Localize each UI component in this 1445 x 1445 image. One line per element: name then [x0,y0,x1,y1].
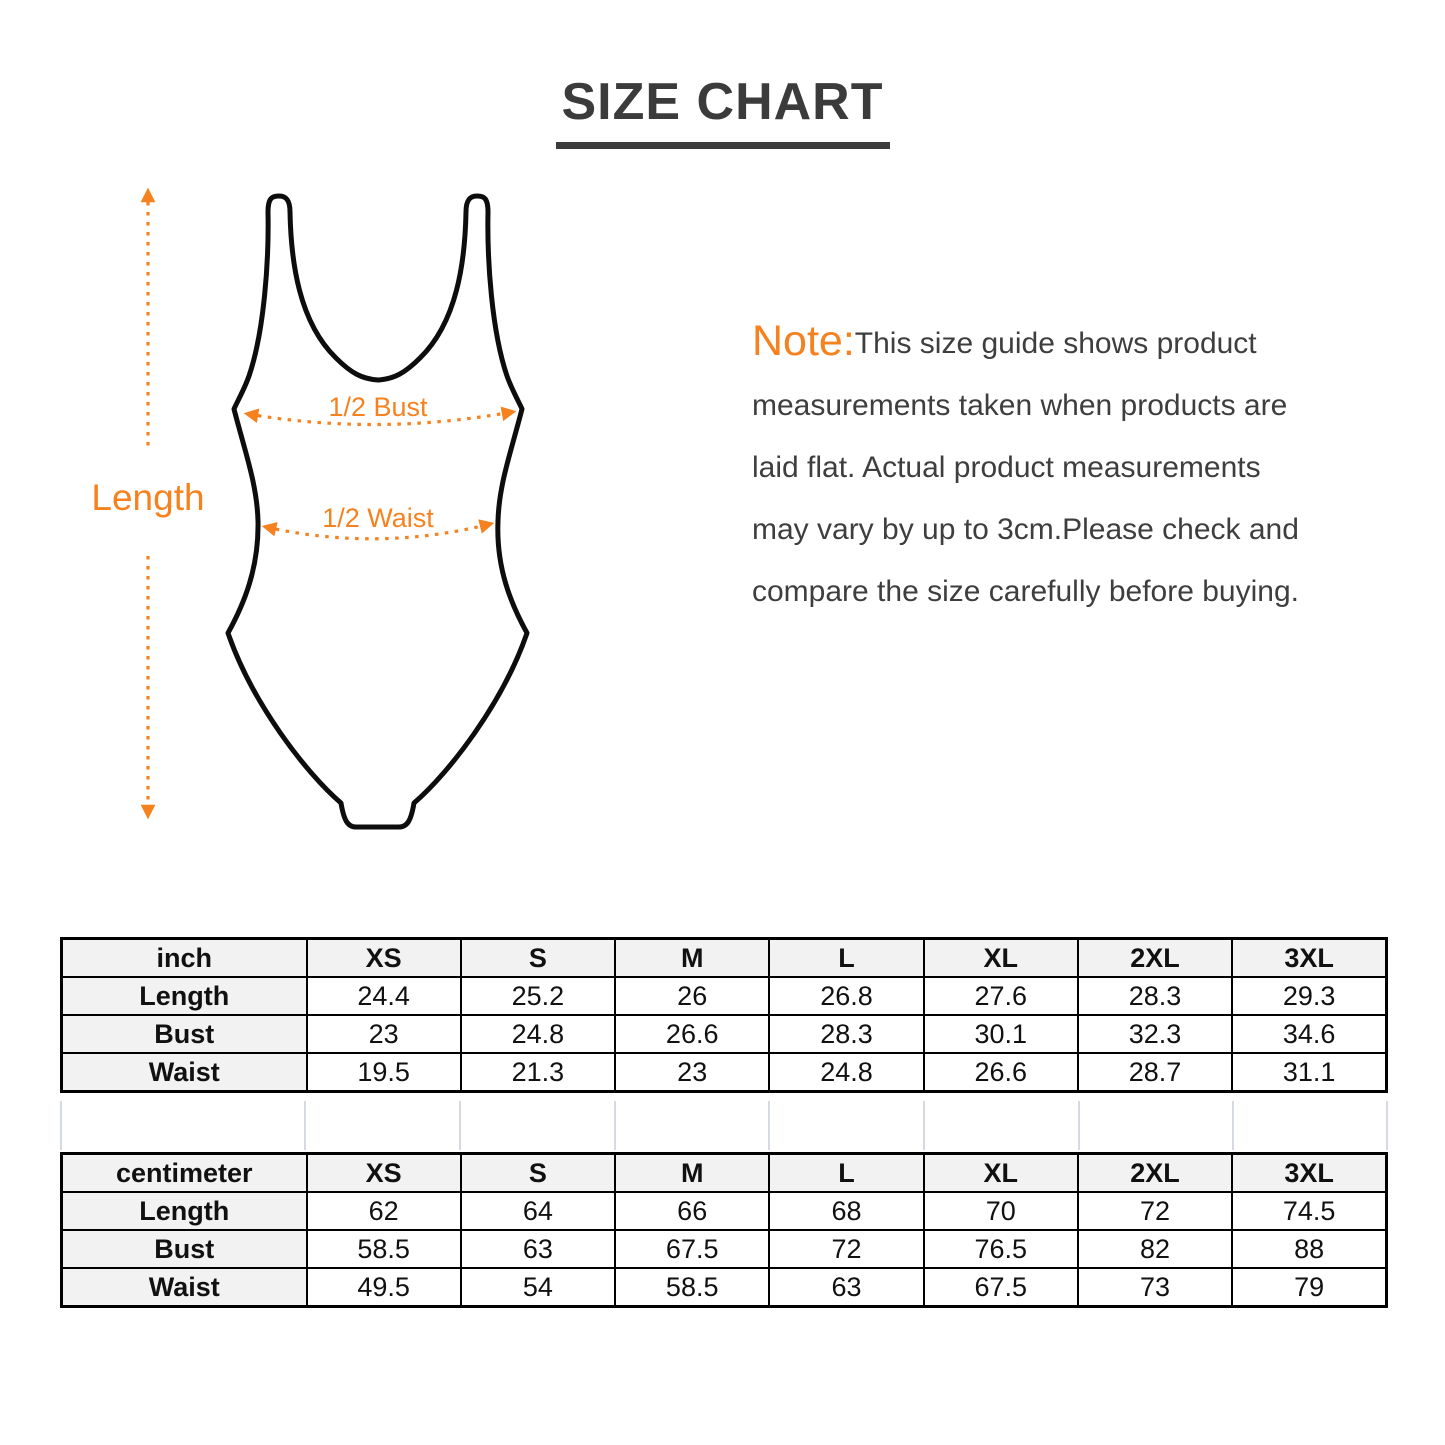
value-cell: 29.3 [1232,977,1386,1015]
value-cell: 30.1 [924,1015,1078,1053]
table-row [62,1268,1387,1307]
value-cell: 27.6 [924,977,1078,1015]
value-cell: 26.6 [924,1053,1078,1092]
size-col-header: XL [924,939,1078,978]
value-cell: 76.5 [924,1230,1078,1268]
table-row [62,1053,1387,1092]
size-col-header: 3XL [1232,1154,1386,1193]
size-col-header: L [769,939,923,978]
value-cell: 19.5 [307,1053,461,1092]
value-cell: 72 [769,1230,923,1268]
row-label-cell: Bust [62,1015,307,1053]
value-cell: 64 [461,1192,615,1230]
value-cell: 66 [615,1192,769,1230]
value-cell: 73 [1078,1268,1232,1307]
table-row [62,977,1387,1015]
value-cell: 24.4 [307,977,461,1015]
value-cell: 28.3 [1078,977,1232,1015]
half-waist-measure-label: 1/2 Waist [322,503,434,533]
value-cell: 32.3 [1078,1015,1232,1053]
value-cell: 82 [1078,1230,1232,1268]
value-cell: 24.8 [769,1053,923,1092]
size-col-header: XS [307,1154,461,1193]
size-col-header: 2XL [1078,939,1232,978]
size-col-header: 3XL [1232,939,1386,978]
row-label-cell: Waist [62,1268,307,1307]
value-cell: 67.5 [615,1230,769,1268]
size-col-header: L [769,1154,923,1193]
table-row [62,1015,1387,1053]
value-cell: 28.7 [1078,1053,1232,1092]
size-col-header: S [461,939,615,978]
table-row [62,1230,1387,1268]
value-cell: 63 [461,1230,615,1268]
row-label-cell: Bust [62,1230,307,1268]
note-line: compare the size carefully before buying. [752,575,1299,608]
page-title: SIZE CHART [556,72,890,149]
unit-header-cell: inch [62,939,307,978]
value-cell: 62 [307,1192,461,1230]
centimeter-size-table [60,1152,1388,1308]
value-cell: 49.5 [307,1268,461,1307]
value-cell: 26.8 [769,977,923,1015]
value-cell: 31.1 [1232,1053,1386,1092]
row-label-cell: Length [62,1192,307,1230]
value-cell: 24.8 [461,1015,615,1053]
note-line: measurements taken when products are [752,389,1288,422]
size-col-header: XL [924,1154,1078,1193]
note-paragraph [752,310,1412,623]
value-cell: 34.6 [1232,1015,1386,1053]
note-label: Note: [752,317,855,365]
value-cell: 26 [615,977,769,1015]
value-cell: 72 [1078,1192,1232,1230]
note-line-text: This size guide shows product [854,327,1257,360]
value-cell: 74.5 [1232,1192,1386,1230]
note-line: may vary by up to 3cm.Please check and [752,513,1299,546]
inch-size-table [60,937,1388,1093]
size-col-header: S [461,1154,615,1193]
row-label-cell: Length [62,977,307,1015]
value-cell: 58.5 [307,1230,461,1268]
value-cell: 54 [461,1268,615,1307]
size-col-header: XS [307,939,461,978]
value-cell: 25.2 [461,977,615,1015]
half-bust-measure-label: 1/2 Bust [328,392,428,422]
length-measure-label: Length [91,477,205,518]
unit-header-cell: centimeter [62,1154,307,1193]
value-cell: 63 [769,1268,923,1307]
value-cell: 23 [615,1053,769,1092]
value-cell: 58.5 [615,1268,769,1307]
table-row [62,1192,1387,1230]
value-cell: 67.5 [924,1268,1078,1307]
value-cell: 21.3 [461,1053,615,1092]
value-cell: 28.3 [769,1015,923,1053]
value-cell: 26.6 [615,1015,769,1053]
note-line: laid flat. Actual product measurements [752,451,1261,484]
value-cell: 88 [1232,1230,1386,1268]
size-col-header: 2XL [1078,1154,1232,1193]
spreadsheet-gap-gridlines [60,1101,1388,1150]
row-label-cell: Waist [62,1053,307,1092]
size-col-header: M [615,939,769,978]
table-header-row [62,939,1387,978]
value-cell: 70 [924,1192,1078,1230]
table-header-row [62,1154,1387,1193]
value-cell: 68 [769,1192,923,1230]
value-cell: 23 [307,1015,461,1053]
size-col-header: M [615,1154,769,1193]
value-cell: 79 [1232,1268,1386,1307]
note-line [752,310,1412,375]
